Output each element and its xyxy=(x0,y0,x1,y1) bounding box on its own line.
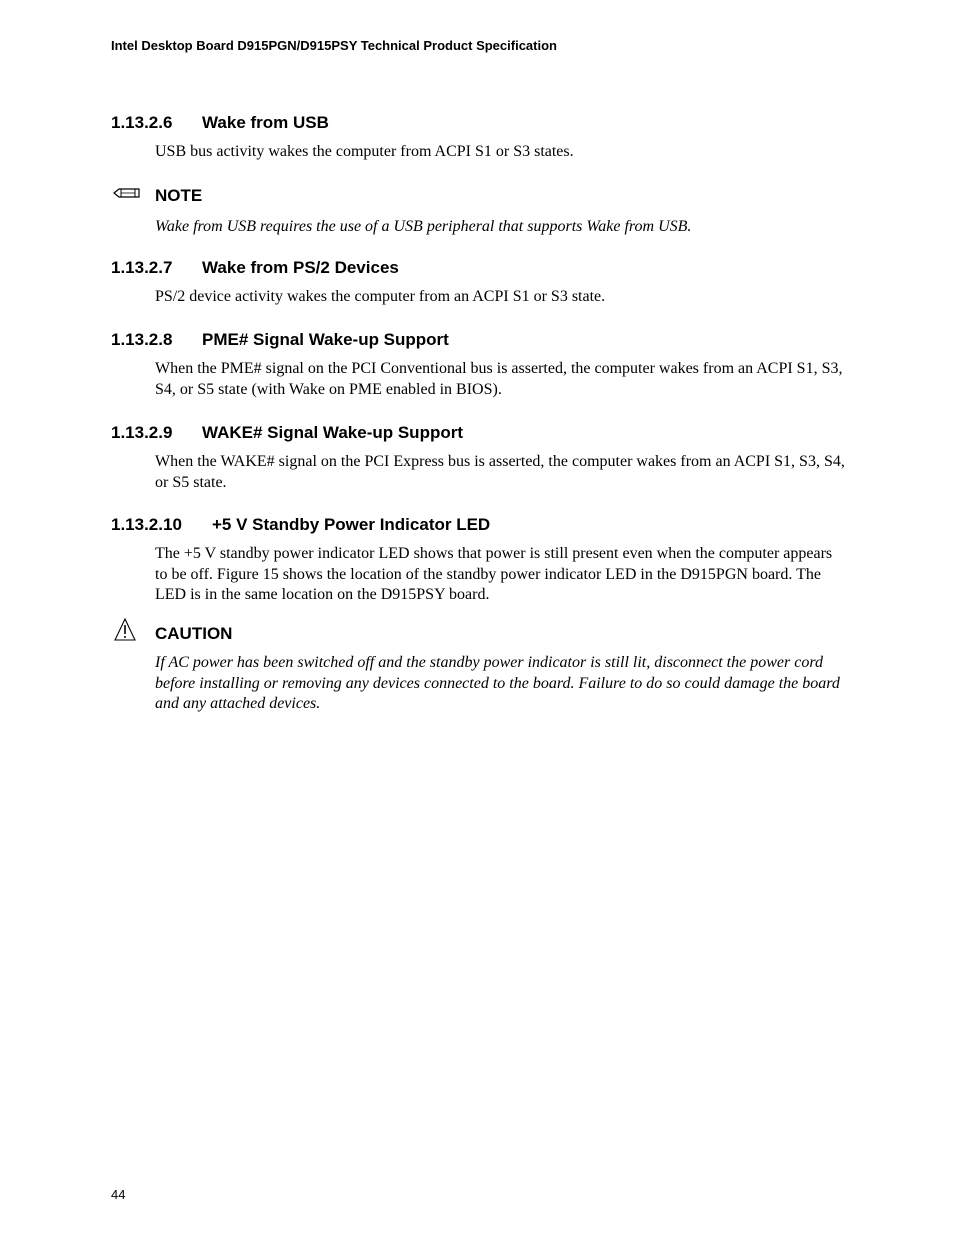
section-title: PME# Signal Wake-up Support xyxy=(202,330,449,349)
note-text: Wake from USB requires the use of a USB peripheral that supports Wake from USB. xyxy=(155,218,692,235)
warning-triangle-icon xyxy=(114,618,136,642)
pencil-icon xyxy=(112,186,142,200)
caution-title: CAUTION xyxy=(155,624,233,643)
section-body-pme-signal: When the PME# signal on the PCI Conventional bus is asserted, the computer wakes from an ACPI S1, S3, S4, or S5 state (with Wake on PME enabled in BIOS). xyxy=(155,360,843,398)
section-number: 1.13.2.7 xyxy=(111,258,173,277)
section-body-wake-from-ps2: PS/2 device activity wakes the computer from an ACPI S1 or S3 state. xyxy=(155,288,606,305)
section-body-wake-from-usb: USB bus activity wakes the computer from ACPI S1 or S3 states. xyxy=(155,143,574,160)
section-title: +5 V Standby Power Indicator LED xyxy=(212,515,491,534)
section-number: 1.13.2.10 xyxy=(111,515,182,534)
note-title: NOTE xyxy=(155,186,203,205)
running-header: Intel Desktop Board D915PGN/D915PSY Technical Product Specification xyxy=(111,38,557,53)
section-number: 1.13.2.9 xyxy=(111,423,173,442)
section-title: WAKE# Signal Wake-up Support xyxy=(202,423,463,442)
page-number: 44 xyxy=(111,1187,126,1202)
caution-text: If AC power has been switched off and the standby power indicator is still lit, disconnect the power cord before installing or removing any devices connected to the board. Failure to do so could damage the board and any attached devices. xyxy=(155,654,840,712)
section-title: Wake from PS/2 Devices xyxy=(202,258,399,277)
section-heading-wake-from-ps2 xyxy=(111,258,399,278)
section-heading-pme-signal xyxy=(111,330,449,350)
section-body-wake-signal: When the WAKE# signal on the PCI Express bus is asserted, the computer wakes from an ACPI S1, S3, S4, or S5 state. xyxy=(155,453,845,491)
section-number: 1.13.2.8 xyxy=(111,330,173,349)
section-number: 1.13.2.6 xyxy=(111,113,173,132)
section-title: Wake from USB xyxy=(202,113,329,132)
section-heading-standby-led xyxy=(111,515,490,535)
section-body-standby-led: The +5 V standby power indicator LED shows that power is still present even when the computer appears to be off. Figure 15 shows the location of the standby power indicator LED in the D915PGN board. The LED is in the same location on the D915PSY board. xyxy=(155,545,833,603)
section-heading-wake-from-usb xyxy=(111,113,329,133)
section-heading-wake-signal xyxy=(111,423,463,443)
